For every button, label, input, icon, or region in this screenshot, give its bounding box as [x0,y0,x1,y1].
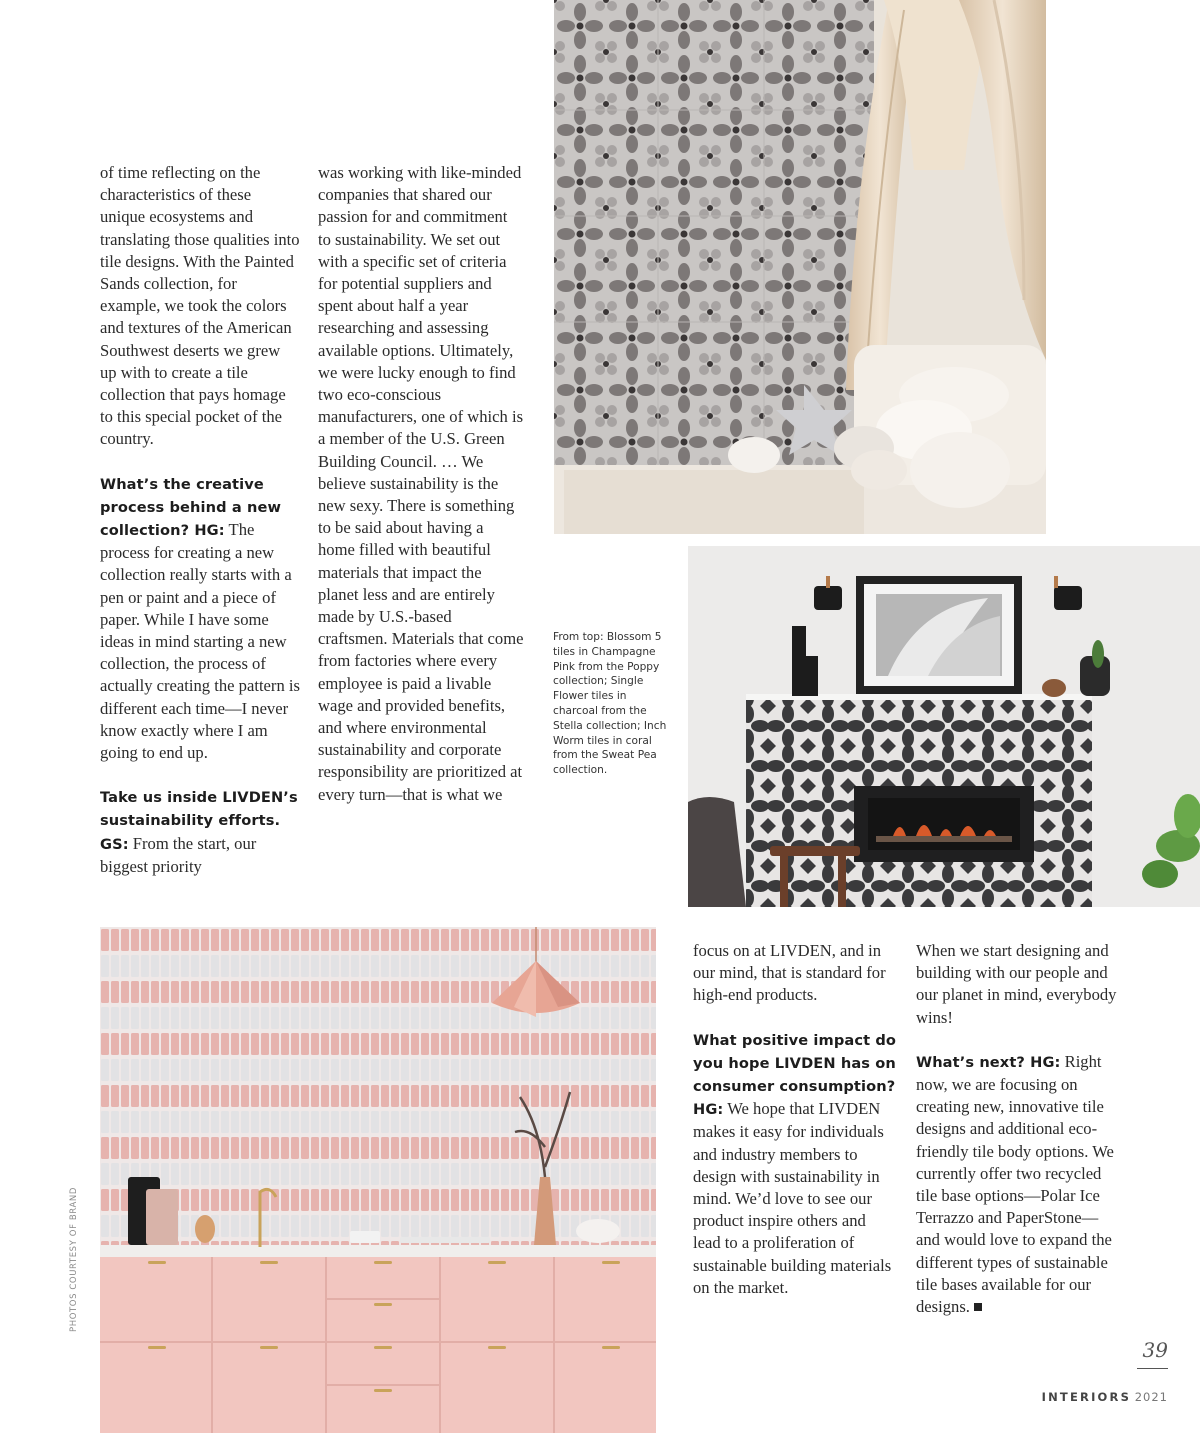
photo-caption: From top: Blossom 5 tiles in Champagne Pink from the Poppy collection; Single Flower tiles in charcoal from the Stella collection; Inch Worm tiles in coral from the Sweat Pea collection. [553,631,667,777]
magazine-footer [1040,1390,1168,1404]
article-column-1 [100,162,300,900]
article-column-4 [916,940,1120,1340]
qa-block [916,1051,1120,1318]
qa-block [100,473,300,765]
answer: We hope that LIVDEN makes it easy for individuals and industry members to design with sustainability in mind. We’d love to see our product inspire others and lead to a proliferation of sustainable building materials on the market. [693,1099,892,1297]
answer: The process for creating a new collection really starts with a pen or paint and a piece of paper. While I have some ideas in mind starting a new collection, the process of actually creating the pattern is different each time—I never know exactly where I am going to end up. [100,520,300,763]
question: Take us inside LIVDEN’s sustainability efforts. GS: [100,789,298,853]
article-column-2 [318,162,524,828]
photo-credit: PHOTOS COURTESY OF BRAND [69,1187,79,1332]
qa-block [100,786,300,878]
qa-block [693,1029,897,1299]
answer: Right now, we are focusing on creating new, innovative tile designs and additional eco-friendly tile body options. We currently offer two recycled tile base options—Polar Ice Terrazzo and PaperStone—and would love to expand the different types of sustainable tile bases available for our designs. [916,1051,1114,1317]
pink-kitchen-photo [100,927,656,1433]
paragraph: of time reflecting on the characteristics of these unique ecosystems and translating those qualities into tile designs. With the Painted Sands collection, for example, we took the colors and textures of the American Southwest deserts we grew up with to create a tile collection that pays homage to this special pocket of the country. [100,163,300,449]
question: What positive impact do you hope LIVDEN has on consumer consumption? HG: [693,1031,897,1119]
paragraph: was working with like-minded companies that shared our passion for and commitment to sustainability. We set out with a specific set of criteria for potential suppliers and spent about half a year researching and assessing available options. Ultimately, we were lucky enough to find two eco-conscious manufacturers, one of which is a member of the U.S. Green Building Council. … We believe sustainability is the new sexy. There is something to be said about having a home filled with beautiful materials that impact the planet less and are entirely made by U.S.-based craftsmen. Materials that come from factories where every employee is paid a livable wage and provided benefits, and where environmental sustainability and corporate responsibility are prioritized at every turn—that is what we [318,163,524,804]
magazine-year: 2021 [1134,1390,1168,1404]
page-number: 39 [1142,1338,1168,1362]
end-mark-icon [974,1303,982,1311]
fireplace-photo [688,546,1200,907]
page-number-rule [1137,1368,1168,1369]
magazine-name: INTERIORS [1041,1390,1132,1404]
paragraph: When we start designing and building with our people and our planet in mind, everybody wins! [916,941,1117,1027]
question: What’s the creative process behind a new collection? HG: [100,475,282,540]
article-column-3 [693,940,897,1321]
canopy-bed-photo [554,0,1046,534]
paragraph: focus on at LIVDEN, and in our mind, that is standard for high-end products. [693,941,886,1005]
question: What’s next? HG: [916,1053,1061,1071]
answer: From the start, our biggest priority [100,833,257,876]
